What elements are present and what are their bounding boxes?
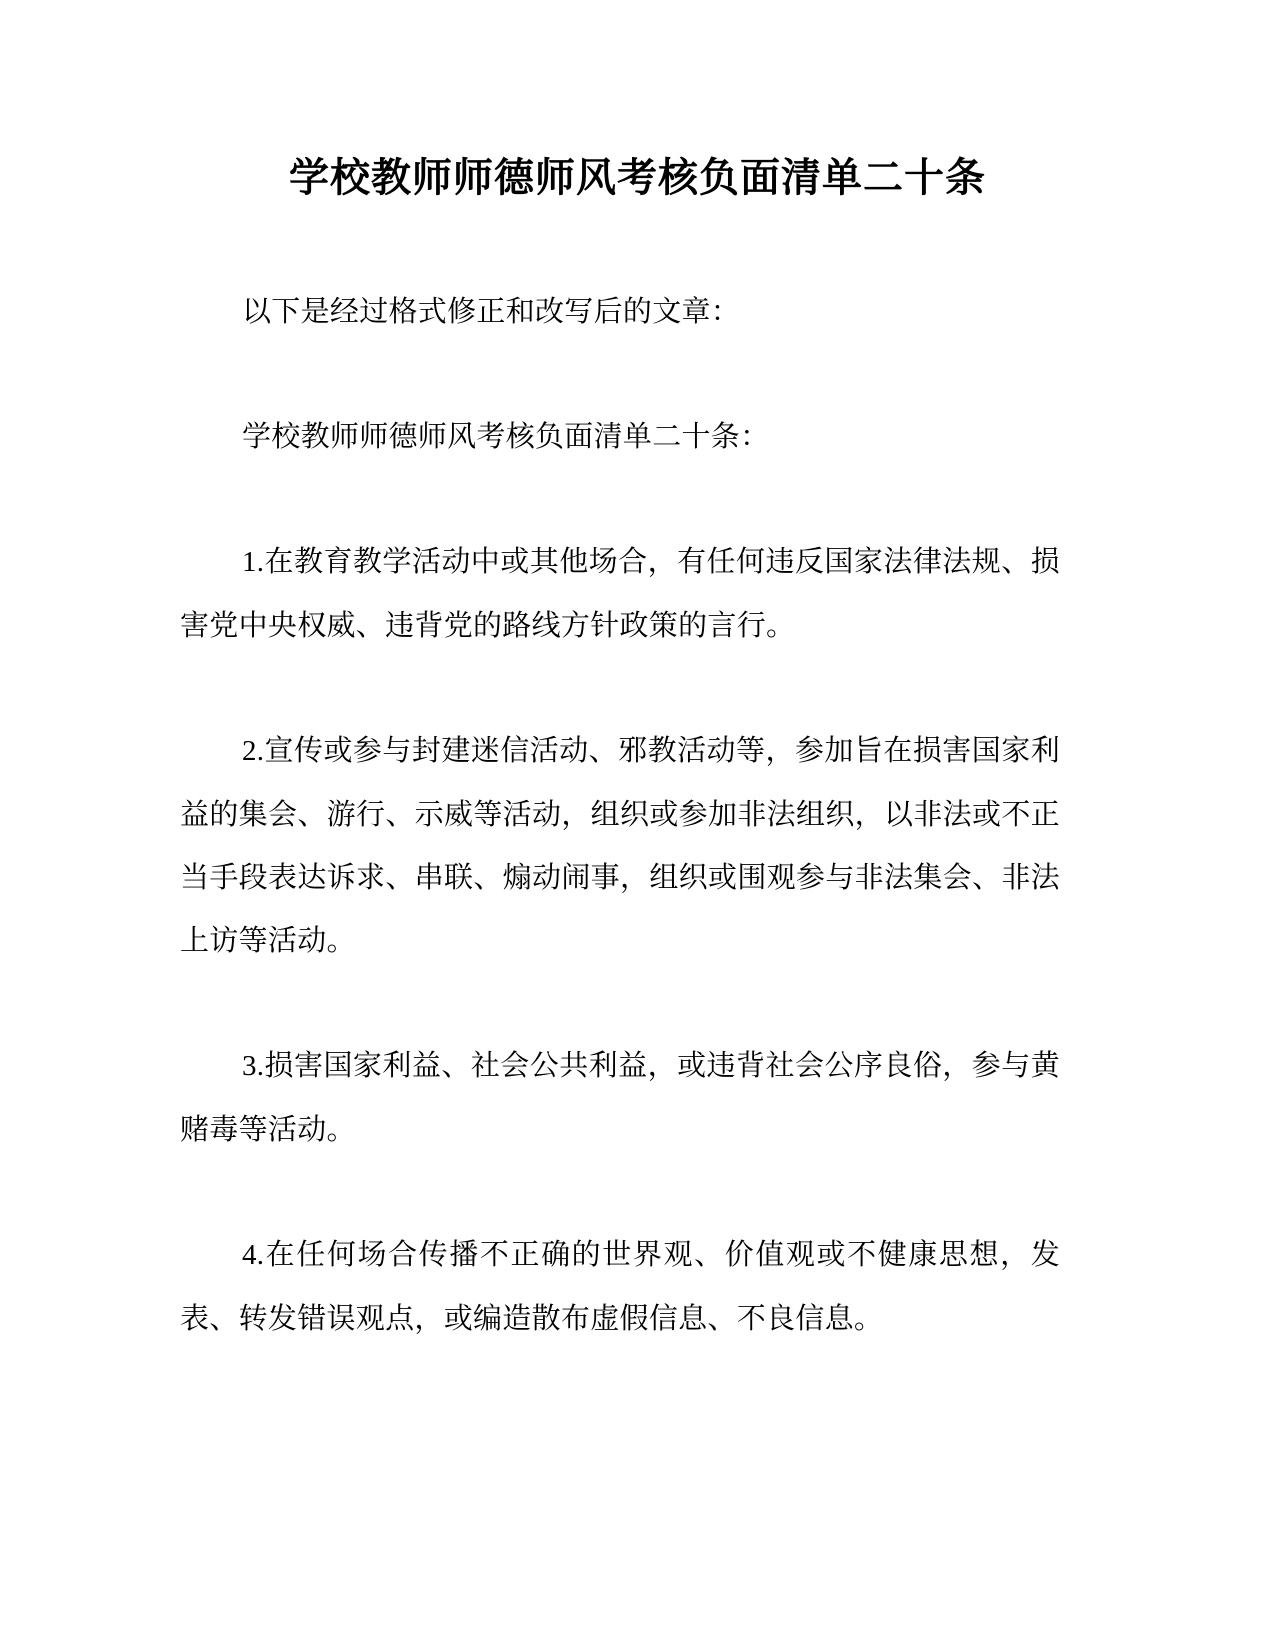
item-number: 3. <box>242 1050 265 1082</box>
list-item <box>180 1034 1060 1161</box>
document-title: 学校教师师德师风考核负面清单二十条 <box>289 154 986 201</box>
item-text: 在教育教学活动中或其他场合，有任何违反国家法律法规、损害党中央权威、违背党的路线方针政策的言行。 <box>180 544 1060 642</box>
intro-paragraph: 以下是经过格式修正和改写后的文章： <box>242 294 741 328</box>
list-item <box>180 530 1060 657</box>
item-text: 宣传或参与封建迷信活动、邪教活动等，参加旨在损害国家利益的集会、游行、示威等活动，组织或参加非法组织，以非法或不正当手段表达诉求、串联、煽动闹事，组织或围观参与非法集会、非法上访等活动。 <box>180 733 1060 957</box>
item-number: 1. <box>242 546 265 578</box>
item-text: 损害国家利益、社会公共利益，或违背社会公序良俗，参与黄赌毒等活动。 <box>180 1048 1060 1146</box>
item-number: 4. <box>242 1239 265 1271</box>
document-body <box>180 280 1060 1412</box>
list-item <box>180 1223 1060 1350</box>
item-text: 在任何场合传播不正确的世界观、价值观或不健康思想，发表、转发错误观点，或编造散布虚假信息、不良信息。 <box>180 1237 1060 1335</box>
item-number: 2. <box>242 735 265 767</box>
list-item <box>180 719 1060 972</box>
subheading-paragraph: 学校教师师德师风考核负面清单二十条： <box>242 419 770 453</box>
